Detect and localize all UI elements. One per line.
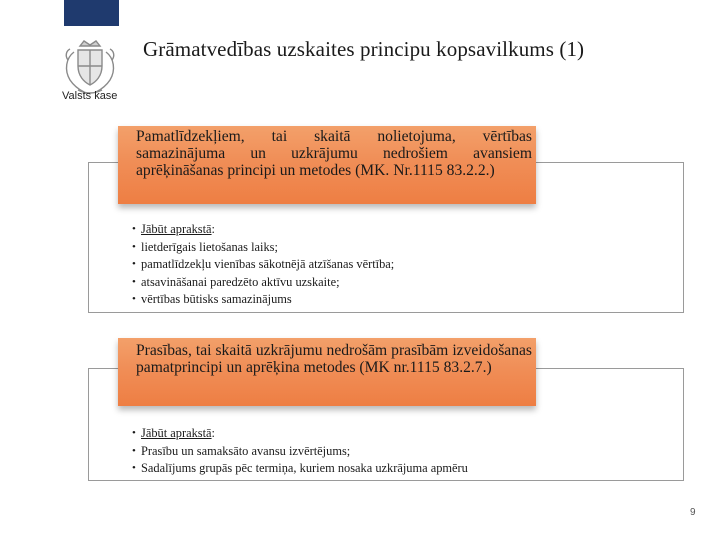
section-heading-callout: Pamatlīdzekļiem, tai skaitā nolietojuma, vērtības samazinājuma un uzkrājumu nedrošiem avansiem aprēķināšanas principi un metodes (MK. Nr.1115 83.2.2.) — [118, 126, 536, 204]
list-item: • pamatlīdzekļu vienības sākotnējā atzīšanas vērtība; — [132, 256, 394, 274]
bullet-list — [132, 425, 468, 478]
page-number: 9 — [690, 507, 696, 518]
list-item: • Prasību un samaksāto avansu izvērtējums; — [132, 443, 468, 461]
intro-suffix: : — [211, 222, 215, 236]
list-item-intro — [132, 425, 468, 443]
list-item: • Sadalījums grupās pēc termiņa, kuriem nosaka uzkrājuma apmēru — [132, 460, 468, 478]
brand-bar — [64, 0, 119, 26]
list-item-intro — [132, 221, 394, 239]
intro-label: Jābūt aprakstā — [141, 222, 212, 236]
list-item: • lietderīgais lietošanas laiks; — [132, 239, 394, 257]
page-title: Grāmatvedības uzskaites principu kopsavilkums (1) — [143, 37, 585, 61]
list-item: • atsavināšanai paredzēto aktīvu uzskaite; — [132, 274, 394, 292]
list-item: • vērtības būtisks samazinājums — [132, 291, 394, 309]
intro-label: Jābūt aprakstā — [141, 426, 212, 440]
bullet-list — [132, 221, 394, 309]
logo-label: Valsts kase — [62, 90, 118, 102]
intro-suffix: : — [211, 426, 215, 440]
section-heading-callout: Prasības, tai skaitā uzkrājumu nedrošām prasībām izveidošanas pamatprincipi un aprēķina metodes (MK nr.1115 83.2.7.) — [118, 338, 536, 406]
